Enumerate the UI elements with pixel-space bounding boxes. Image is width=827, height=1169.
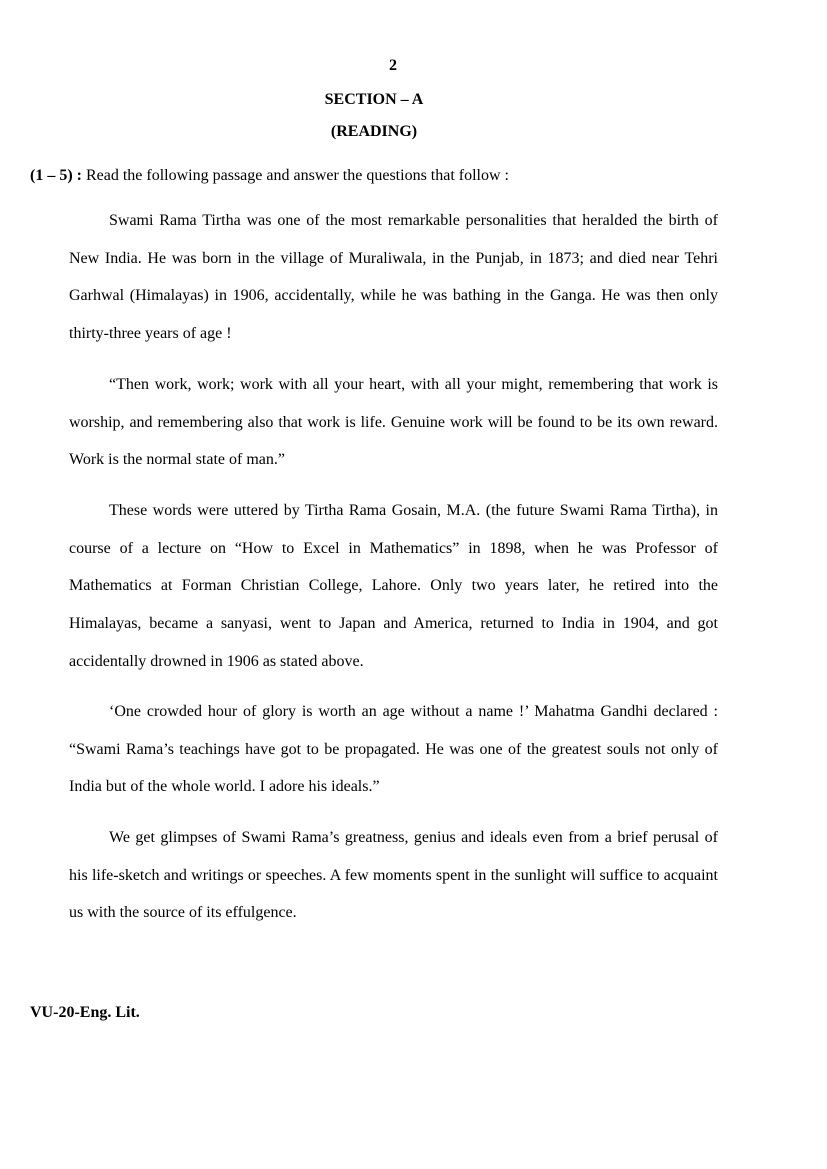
paper-code: VU-20-Eng. Lit. [30, 1004, 140, 1021]
passage-paragraph-1: Swami Rama Tirtha was one of the most remarkable personalities that heralded the birth of New India. He was born in the village of Muraliwala, in the Punjab, in 1873; and died near Tehri Garhwal (Himalayas) in 1906, accidentally, while he was bathing in the Ganga. He was then only thirty-three years of age ! [69, 212, 718, 343]
question-range: (1 – 5) : [30, 167, 82, 184]
page-number: 2 [389, 57, 397, 74]
passage-paragraph-4: ‘One crowded hour of glory is worth an age without a name !’ Mahatma Gandhi declared : “Swami Rama’s teachings have got to be propagated. He was one of the greatest souls not only of India but of the whole world. I adore his ideals.” [69, 703, 718, 796]
section-subtitle: (READING) [330, 123, 418, 140]
passage-paragraph-2: “Then work, work; work with all your heart, with all your might, remembering that work is worship, and remembering also that work is life. Genuine work will be found to be its own reward. Work is the normal state of man.” [69, 376, 718, 469]
passage-paragraph-3: These words were uttered by Tirtha Rama Gosain, M.A. (the future Swami Rama Tirtha), in course of a lecture on “How to Excel in Mathematics” in 1898, when he was Professor of Mathematics at Forman Christian College, Lahore. Only two years later, he retired into the Himalayas, became a sanyasi, went to Japan and America, returned to India in 1904, and got accidentally drowned in 1906 as stated above. [69, 502, 718, 670]
instruction-text: Read the following passage and answer the questions that follow : [85, 167, 509, 184]
passage-paragraph-5: We get glimpses of Swami Rama’s greatness, genius and ideals even from a brief perusal of his life-sketch and writings or speeches. A few moments spent in the sunlight will suffice to acquaint us with the source of its effulgence. [69, 829, 718, 922]
section-title: SECTION – A [324, 91, 424, 108]
instruction [30, 167, 509, 185]
